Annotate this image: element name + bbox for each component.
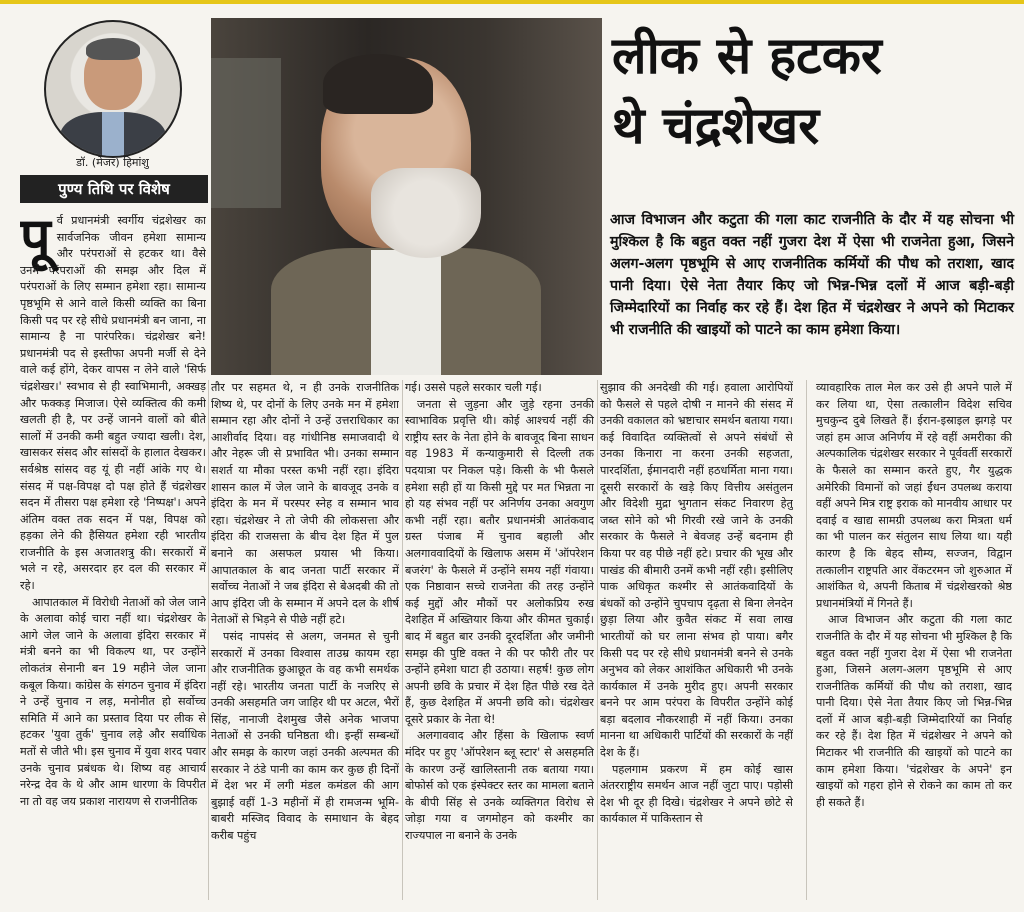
paragraph: पसंद नापसंद से अलग, जनमत से चुनी सरकारों में उनका विश्वास ताउम्र कायम रहा और राजनीतिक छुआछूत के वह कभी समर्थक नहीं रहे। भारतीय जनता पार्टी के नजरिए से उनकी असहमति जग जाहिर थी पर अटल, भैरों सिंह, नानाजी देशमुख जैसे अनेक भाजपा नेताओं से उनकी घनिष्ठता थी। इन्हीं सम्बन्धों और समझ के कारण जहां उनकी अल्पमत की सरकार ने ठंडे पानी का काम कर कुछ ही दिनों में देश भर में लगी मंडल कमंडल की आग बुझाई वहीं 1-3 महीनों में ही रामजन्म भूमि-बाबरी मस्जिद विवाद के समाधान के बेहद करीब पहुंच bbox=[211, 629, 399, 843]
top-accent-bar bbox=[0, 0, 1024, 4]
author-byline: डॉ. (मेजर) हिमांशु bbox=[76, 156, 149, 169]
paragraph: गई। उससे पहले सरकार चली गई। bbox=[405, 381, 542, 394]
paragraph: पहलगाम प्रकरण में हम कोई खास अंतरराष्ट्रीय समर्थन आज नहीं जुटा पाए। पड़ोसी देश भी दूर ही दिखे। चंद्रशेखर ने अपने छोटे से कार्यकाल में पाकिस्तान से bbox=[600, 762, 793, 826]
section-label: पुण्य तिथि पर विशेष bbox=[20, 175, 208, 203]
article-column-2 bbox=[211, 380, 399, 912]
headline-line-2: थे चंद्रशेखर bbox=[612, 97, 820, 156]
paragraph: आपातकाल में विरोधी नेताओं को जेल जाने के अलावा कोई चारा नहीं था। चंद्रशेखर के आगे जेल जाने के अलावा इंदिरा सरकार में मंत्री बनने का भी विकल्प था, पर उन्होंने लोकतंत्र सेनानी बन 19 महीने जेल जाना कबूल किया। कांग्रेस के संगठन चुनाव में इंदिरा ने उन्हें चुनाव न लड़, मनोनीत हो सर्वोच्च समिति में आने का प्रस्ताव दिया पर लीक से हटकर 'युवा तुर्क' चुनाव लड़े और सर्वाधिक मतों से जीते भी। इस चुनाव में युवा शरद पवार उनके चुनाव प्रबंधक थे। शिष्य वह आचार्य नरेन्द्र देव के थे और आम धारणा के विपरीत ना तो वह जय प्रकाश नारायण से राजनीतिक bbox=[20, 595, 206, 808]
article-column-1 bbox=[20, 213, 206, 912]
column-divider bbox=[402, 380, 403, 900]
drop-cap: पू bbox=[20, 213, 51, 269]
paragraph: सुझाव की अनदेखी की गई। हवाला आरोपियों को फैसले से पहले दोषी न मानने की संसद में उनकी वकालत को भ्रष्टाचार समर्थन बताया गया। कई विवादित व्यक्तित्वों से अपने संबंधों से उनका किनारा ना करना उनकी सहजता, पारदर्शिता, ईमानदारी नहीं हठधर्मिता माना गया। दूसरी सरकारों के खड़े किए वित्तीय असंतुलन और विदेशी मुद्रा भुगतान संकट निवारण हेतु जब्त सोने को भी गिरवी रखे जाने के उनकी सरकार के फैसले ने बेवजह उन्हें बदनाम ही किया पर वह पीछे नहीं हटे। प्रचार की भूख और पाखंड की बीमारी उनमें कभी नहीं रही। इसीलिए पाक अधिकृत कश्मीर से आतंकवादियों के बंधकों को उन्होंने चुपचाप दृढ़ता से बिना लेनदेन छुड़ा लिया और कुवैत संकट में सवा लाख भारतीयों को घर लाना संभव हो पाया। बगैर किसी पद पर रहे सीधे प्रधानमंत्री बनने से उनके अनुभव को लेकर आशंकित अधिकारी भी उनके कार्यकाल में उनके मुरीद हुए। अपनी सरकार बनने पर आम परंपरा के विपरीत उन्होंने कोई बड़ा बदलाव नौकरशाही में नहीं किया। उनका मानना था अधिकारी पार्टियों की सरकारों के नहीं देश के हैं। bbox=[600, 381, 793, 760]
paragraph: तौर पर सहमत थे, न ही उनके राजनीतिक शिष्य थे, पर दोनों के लिए उनके मन में हमेशा सम्मान रहा और दोनों ने उन्हें उत्तराधिकार का आशीर्वाद दिया। वह गांधीनिष्ठ समाजवादी थे और नेहरू जी से प्रभावित भी। उनका सम्मान सशर्त या मौका परस्त कभी नहीं रहा। इंदिरा शासन काल में जेल जाने के बावजूद उनके व इंदिरा के मन में परस्पर स्नेह व सम्मान भाव रहा। चंद्रशेखर ने तो जेपी की लोकसत्ता और इंदिरा की राजसत्ता के बीच देश हित में पुल बनाने का असफल प्रयास भी किया। आपातकाल के बाद जनता पार्टी सरकार में सर्वोच्च नेताओं ने जब इंदिरा से बेअदबी की तो आप इंदिरा जी के सम्मान में अपने दल के शीर्ष नेताओं से भिड़ने से पीछे नहीं हटे। bbox=[211, 381, 399, 627]
paragraph: र्व प्रधानमंत्री स्वर्गीय चंद्रशेखर का सार्वजनिक जीवन हमेशा सामान्य और परंपराओं से हटकर था। वैसे उनमें परंपराओं की समझ और दिल में परंपराओं के लिए सम्मान हमेशा रहा। सामान्य पृष्ठभूमि से आने वाले किसी व्यक्ति का बिना किसी पद पर रहे सीधे प्रधानमंत्री बन जाना, ना सामान्य है ना पारंपरिक। चंद्रशेखर बने! प्रधानमंत्री पद से इस्तीफा अपनी मर्जी से देने वाले कई होंगे, देकर वापस न लेने वाले 'सिर्फ चंद्रशेखर।' स्वभाव से ही स्वाभिमानी, अक्खड़ और फक्कड़ मिजाज। ऐसे व्यक्तित्व की कमी खलती ही है, पर उन्हें जानने वालों को बीते सालों में उनकी कमी बहुत ज्यादा खली। देश, खासकर संसद और सांसदों के हालात देखकर। सर्वश्रेष्ठ सांसद वह यूं ही नहीं आंके गए थे। संसद में पक्ष-विपक्ष दो पक्ष होते हैं चंद्रशेखर सदन में तीसरा पक्ष हमेशा रहे 'निष्पक्ष'। अपने अंतिम वक्त तक सदन में पक्ष, विपक्ष को हड़का लेने की हैसियत हमेशा रही भारतीय राजनीति के इस अजातशत्रु की। सरकारों में भले न रहे, असरदार हर दल की सरकार में रहे। bbox=[20, 214, 206, 593]
column-divider bbox=[806, 380, 807, 900]
paragraph: जनता से जुड़ना और जुड़े रहना उनकी स्वाभाविक प्रवृत्ति थी। कोई आश्चर्य नहीं की राष्ट्रीय स्तर के नेता होने के बावजूद बिना साधन वह 1983 में कन्याकुमारी से दिल्ली तक पदयात्रा पर निकल पड़े। किसी के भी फैसले हमेशा सही हों या किसी मुद्दे पर मत भिन्नता ना हो यह संभव नहीं पर अनिर्णय उनका अवगुण कभी नहीं रहा। बतौर प्रधानमंत्री आतंकवाद ग्रस्त पंजाब में चुनाव बहाली और अलगाववादियों के खिलाफ असम में 'ऑपरेशन बजरंग' के फैसले में उन्होंने समय नहीं गंवाया। एक निष्ठावान सच्चे राजनेता की तरह उन्होंने कई मुद्दों और मौकों पर अलोकप्रिय रुख देशहित में अख्तियार किया और कीमत चुकाई। बाद में बहुत बार उनकी दूरदर्शिता और जमीनी समझ की पुष्टि वक्त ने की पर फौरी तौर पर उन्होंने हमेशा घाटा ही उठाया। सहर्ष! कुछ लोग अपनी छवि के प्रचार में देश हित पीछे रख देते हैं, कुछ देशहित में अपनी छवि को। चंद्रशेखर दूसरे प्रकार के नेता थे! bbox=[405, 397, 594, 726]
paragraph: व्यावहारिक ताल मेल कर उसे ही अपने पाले में कर लिया था, ऐसा तत्कालीन विदेश सचिव मुचकुन्द दुबे लिखते हैं। ईरान-इस्राइल झगड़े पर जहां हम आज अनिर्णय में रहे वहीं अमरीका की अल्पकालिक चंद्रशेखर सरकार ने पूर्ववर्ती सरकारों के फैसले का सम्मान करते हुए, गैर युद्धक अमेरिकी विमानों को जहां ईंधन उपलब्ध कराया वहीं अपने मित्र राष्ट्र इराक को मानवीय आधार पर दवाई व खाद्य सामग्री उपलब्ध करा मित्रता धर्म का भी पालन कर संतुलन साध लिया था। यही कारण है कि बेहद सौम्य, सज्जन, विद्वान तत्कालीन राष्ट्रपति आर वेंकटरमन जो शुरुआत में आशंकित थे, अपनी किताब में चंद्रशेखरको श्रेष्ठ प्रधानमंत्रियों में गिनते हैं। bbox=[816, 381, 1012, 610]
author-hair bbox=[86, 38, 140, 60]
column-divider bbox=[208, 380, 209, 900]
column-divider bbox=[597, 380, 598, 900]
main-photo bbox=[211, 18, 602, 375]
photo-background-detail bbox=[211, 58, 281, 208]
article-column-5 bbox=[816, 380, 1012, 912]
author-shirt bbox=[102, 112, 124, 156]
paragraph: आज विभाजन और कटुता की गला काट राजनीति के दौर में यह सोचना भी मुश्किल है कि बहुत वक्त नहीं गुजरा देश में ऐसा भी राजनेता हुआ, जिसने अलग-अलग पृष्ठभूमि से आए राजनीतिक कर्मियों की पौध को तराशा, खाद पानी दिया। ऐसे नेता तैयार किए जो भिन्न-भिन्न दलों में आज बड़ी-बड़ी जिम्मेदारियों का निर्वाह कर रहे हैं। देश हित में चंद्रशेखर ने अपने को मिटाकर भी राजनीति की खाइयों को पाटने का काम हमेशा किया। 'चंद्रशेखर के अपने' इन खाइयों को गहरा होने से रोकने का काम तो कर ही सकते हैं। bbox=[816, 613, 1012, 809]
article-column-4 bbox=[600, 380, 793, 912]
headline-line-1: लीक से हटकर bbox=[612, 27, 882, 86]
photo-beard bbox=[371, 168, 481, 258]
photo-hair bbox=[323, 54, 433, 114]
headline bbox=[612, 22, 1012, 162]
deck-summary: आज विभाजन और कटुता की गला काट राजनीति के दौर में यह सोचना भी मुश्किल है कि बहुत वक्त नहीं गुजरा देश में ऐसा भी राजनेता हुआ, जिसने अलग-अलग पृष्ठभूमि से आए राजनीतिक कर्मियों की पौध को तराशा, खाद पानी दिया। ऐसे नेता तैयार किए जो भिन्न-भिन्न दलों में आज बड़ी-बड़ी जिम्मेदारियों का निर्वाह कर रहे हैं। देश हित में चंद्रशेखर ने अपने को मिटाकर भी राजनीति की खाइयों को पाटने का काम हमेशा किया। bbox=[610, 212, 1014, 338]
paragraph: अलगाववाद और हिंसा के खिलाफ स्वर्ण मंदिर पर हुए 'ऑपरेशन ब्लू स्टार' से असहमति के कारण उन्हें खालिस्तानी तक बताया गया। बोफोर्स को एक इंस्पेक्टर स्तर का मामला बताने के बीपी सिंह से उनके व्यक्तिगत विरोध से जोड़ा गया व जगमोहन को कश्मीर का राज्यपाल ना बनाने के उनके bbox=[405, 729, 594, 843]
article-column-3 bbox=[405, 380, 594, 912]
author-photo bbox=[44, 20, 182, 158]
photo-kurta bbox=[371, 250, 441, 375]
